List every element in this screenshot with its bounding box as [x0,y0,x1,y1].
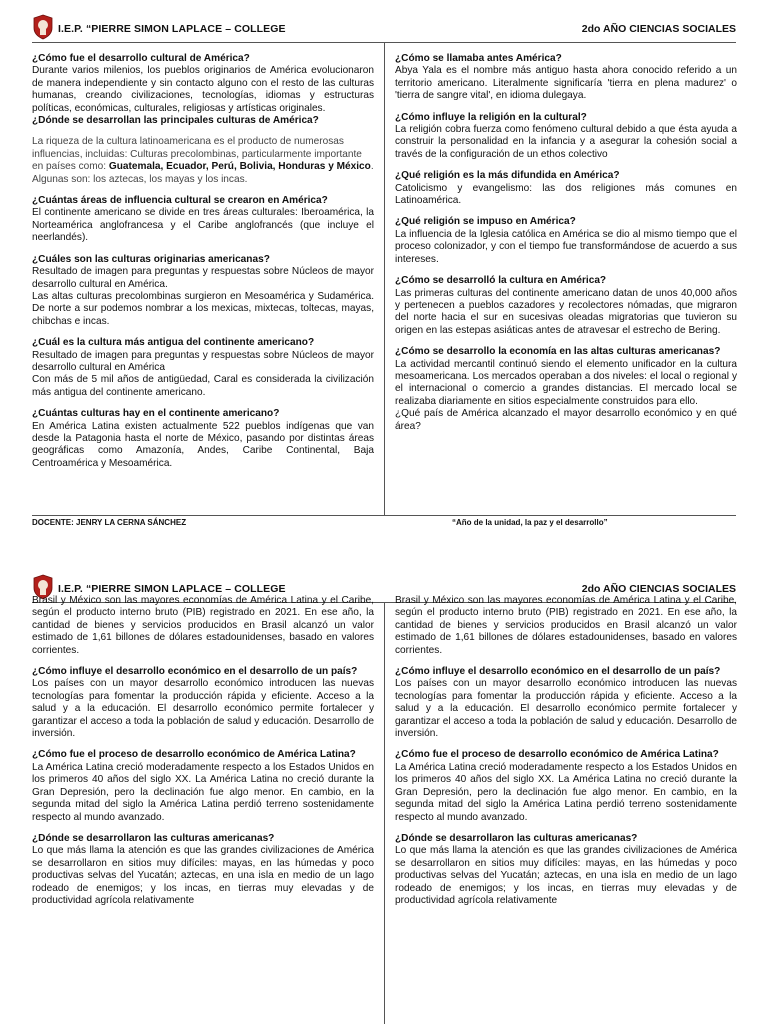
answer-text: Las primeras culturas del continente americano datan de unos 40,000 años y pertenecen a pueblos cazadores y recolectores nómadas, que migraron del norte hacia el sur en sucesivas oleadas migratorias que tuvieron su origen en las estepas asiáticas antes de atravesar el estrecho de Bering. [395,287,737,336]
question-heading: ¿Cuántas culturas hay en el continente americano? [32,408,280,420]
school-name: I.E.P. “PIERRE SIMON LAPLACE – COLLEGE [58,583,286,595]
answer-text: La actividad mercantil continuó siendo el elemento unificador en la cultura mesoamericana. Los mercados operaban a dos niveles: el local o regional y el internacional o comercio a grandes distancias. El mercado local se realizaba diariamente en sitios especialmente construidos para ello. [395,358,737,407]
footer-rule [32,515,736,516]
worksheet-page-2 [0,560,768,1024]
answer-text: Resultado de imagen para preguntas y respuestas sobre Núcleos de mayor desarrollo cultural en América [32,349,374,373]
question-heading: ¿Cómo se desarrollo la economía en las altas culturas americanas? [395,346,721,358]
column-divider [384,602,385,1024]
question-heading: ¿Dónde se desarrollaron las culturas americanas? [32,832,275,844]
question-heading: ¿Cómo se desarrolló la cultura en América? [395,275,607,287]
question-heading: ¿Cómo fue el proceso de desarrollo económico de América Latina? [32,749,356,761]
answer-text: El continente americano se divide en tres áreas culturales: Iberoamérica, la Norteamérica anglofrancesa y el Caribe anglofrancés (que incluye el neerlandés). [32,207,374,244]
answer-text: Lo que más llama la atención es que las grandes civilizaciones de América se desarrollaron en sitios muy difíciles: mayas, en las húmedas y poco productivas selvas del Yucatán; aztecas, en una isla en medio de un lago rodeado de enemigos; y los incas, en tierras muy elevadas y de productividad agrícola relativamente [395,845,737,906]
question-heading: ¿Cómo fue el proceso de desarrollo económico de América Latina? [395,749,719,761]
question-heading: ¿Cómo influye el desarrollo económico en el desarrollo de un país? [32,666,358,678]
answer-text: Abya Yala es el nombre más antiguo hasta ahora conocido referido a un territorio americano. Literalmente significaría 'tierra en plena madurez' o 'tierra de sangre vital', en idioma dulegaya. [395,65,737,102]
right-column [395,595,737,907]
question-heading: ¿Cómo influye el desarrollo económico en el desarrollo de un país? [395,666,721,678]
page-header [32,12,736,43]
answer-text: Brasil y México son las mayores economías de América Latina y el Caribe, según el producto interno bruto (PIB) registrado en 2021. En ese año, la cantidad de bienes y servicios producidos en Brasil alcanzó un valor estimado de 1,61 billones de dólares estadounidenses, basado en valores corrientes. [32,595,374,656]
school-crest-icon [32,14,54,40]
answer-text: Resultado de imagen para preguntas y respuestas sobre Núcleos de mayor desarrollo cultural en América. [32,266,374,290]
question-heading: ¿Qué religión se impuso en América? [395,216,576,228]
course-grade: 2do AÑO CIENCIAS SOCIALES [581,583,736,595]
school-name: I.E.P. “PIERRE SIMON LAPLACE – COLLEGE [58,23,286,35]
year-motto: “Año de la unidad, la paz y el desarrollo” [452,518,608,527]
left-column [32,53,374,470]
answer-text: Con más de 5 mil años de antigüedad, Caral es considerada la civilización más antigua del continente americano. [32,374,374,398]
answer-text: La religión cobra fuerza como fenómeno cultural debido a que ésta ayuda a construir la personalidad en la infancia y a asegurar la cohesión social a través de la configuración de un ethos colectivo [395,124,737,160]
right-column [395,53,737,433]
answer-text: En América Latina existen actualmente 522 pueblos indígenas que van desde la Patagonia hasta el norte de México, pasando por distintas áreas geográficas como Amazonía, Andes, Caribe Continental, Baja Centroamérica y Mesoamérica. [32,420,374,469]
question-heading: ¿Cuántas áreas de influencia cultural se crearon en América? [32,195,328,207]
question-heading: ¿Cómo se llamaba antes América? [395,53,562,64]
answer-text: La América Latina creció moderadamente respecto a los Estados Unidos en los primeros 40 años del siglo XX. La América Latina no creció durante la Gran Depresión, pero la declinación fue algo menor. En cambio, en la segunda mitad del siglo la América Latina perdió terreno sostenidamente respecto al mundo avanzado. [395,761,737,823]
question-heading: ¿Dónde se desarrollaron las culturas americanas? [395,832,638,844]
question-heading: ¿Dónde se desarrollan las principales culturas de América? [32,115,319,127]
course-grade: 2do AÑO CIENCIAS SOCIALES [581,23,736,35]
column-divider [384,42,385,515]
answer-text: Brasil y México son las mayores economías de América Latina y el Caribe, según el producto interno bruto (PIB) registrado en 2021. En ese año, la cantidad de bienes y servicios producidos en Brasil alcanzó un valor estimado de 1,61 billones de dólares estadounidenses, basado en valores corrientes. [395,595,737,656]
question-heading: ¿Cuáles son las culturas originarias americanas? [32,253,270,265]
answer-text: ¿Qué país de América alcanzado el mayor desarrollo económico y en qué área? [395,408,737,432]
question-heading: ¿Cómo fue el desarrollo cultural de América? [32,53,250,64]
answer-text: Durante varios milenios, los pueblos originarios de América evolucionaron de manera independiente y sin contacto alguno con el resto de las culturas humanas, creando civilizaciones, tecnologías, idiomas y estructuras políticas, económicas, culturales, religiosas y artísticas originales. [32,65,374,114]
teacher-name: DOCENTE: JENRY LA CERNA SÁNCHEZ [32,518,187,527]
question-heading: ¿Qué religión es la más difundida en América? [395,170,620,182]
answer-text: La influencia de la Iglesia católica en América se dio al mismo tiempo que el proceso colonizador, y con el tiempo fue transformándose de acuerdo a sus intereses. [395,228,737,265]
question-heading: ¿Cuál es la cultura más antigua del continente americano? [32,337,315,349]
answer-text: La América Latina creció moderadamente respecto a los Estados Unidos en los primeros 40 años del siglo XX. La América Latina no creció durante la Gran Depresión, pero la declinación fue algo menor. En cambio, en la segunda mitad del siglo la América Latina perdió terreno sostenidamente respecto al mundo avanzado. [32,761,374,823]
answer-text: Las altas culturas precolombinas surgieron en Mesoamérica y Sudamérica. De norte a sur podemos nombrar a los mexicas, mixtecas, toltecas, mayas, chibchas e incas. [32,290,374,327]
answer-text: La riqueza de la cultura latinoamericana es el producto de numerosas influencias, incluidas: Culturas precolombinas, particularmente importante en países como: Guatemala, Ecuador, Perú, Bolivia, Honduras y México. Algunas son: los aztecas, los mayas y los incas. [32,136,374,185]
question-heading: ¿Cómo influye la religión en la cultural? [395,111,587,123]
answer-text: Lo que más llama la atención es que las grandes civilizaciones de América se desarrollaron en sitios muy difíciles: mayas, en las húmedas y poco productivas selvas del Yucatán; aztecas, en una isla en medio de un lago rodeado de enemigos; y los incas, en tierras muy elevadas y de productividad agrícola relativamente [32,845,374,906]
answer-text: Los países con un mayor desarrollo económico introducen las nuevas tecnologías para fomentar la producción rápida y eficiente. Acceso a la salud y a la educación. El desarrollo económico permite fortalecer y garantizar el acceso a toda la población de salud y educación. Desarrollo de inversión. [32,678,374,740]
left-column [32,595,374,907]
answer-text: Los países con un mayor desarrollo económico introducen las nuevas tecnologías para fomentar la producción rápida y eficiente. Acceso a la salud y a la educación. El desarrollo económico permite fortalecer y garantizar el acceso a toda la población de salud y educación. Desarrollo de inversión. [395,678,737,740]
answer-text: Catolicismo y evangelismo: las dos religiones más comunes en Latinoamérica. [395,182,737,207]
